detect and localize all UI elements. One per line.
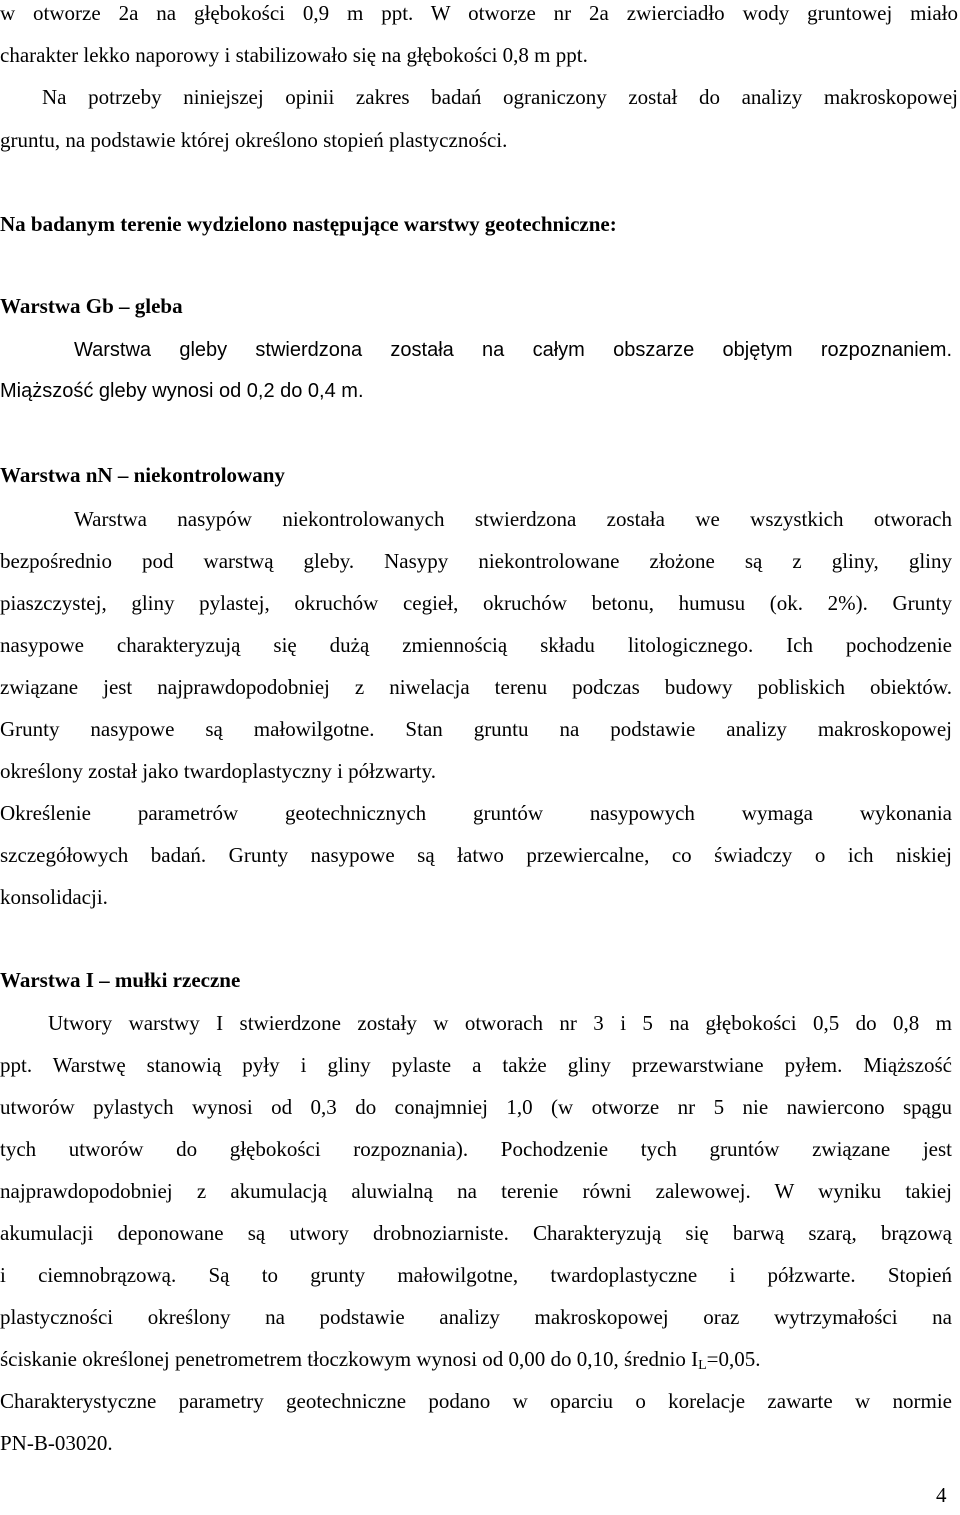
paragraph-line: charakter lekko naporowy i stabilizowało się na głębokości 0,8 m ppt. [0, 43, 588, 67]
paragraph-line: Charakterystyczne parametry geotechniczne podano w oparciu o korelacje zawarte w normie [0, 1389, 952, 1413]
paragraph-line: akumulacji deponowane są utwory drobnoziarniste. Charakteryzują się barwą szarą, brązową [0, 1221, 952, 1245]
paragraph-line: Warstwa nasypów niekontrolowanych stwierdzona została we wszystkich otworach [74, 507, 952, 531]
paragraph-line [0, 1346, 958, 1379]
paragraph-line: utworów pylastych wynosi od 0,3 do conajmniej 1,0 (w otworze nr 5 nie nawiercono spągu [0, 1095, 952, 1119]
paragraph-line: związane jest najprawdopodobniej z niwelacja terenu podczas budowy pobliskich obiektów. [0, 675, 952, 699]
paragraph-line: PN-B-03020. [0, 1431, 113, 1455]
paragraph-line: tych utworów do głębokości rozpoznania). Pochodzenie tych gruntów związane jest [0, 1137, 952, 1161]
paragraph-line: szczegółowych badań. Grunty nasypowe są łatwo przewiercalne, co świadczy o ich niskiej [0, 843, 952, 867]
paragraph-line: Miąższość gleby wynosi od 0,2 do 0,4 m. [0, 380, 364, 402]
subscript-l: L [698, 1358, 707, 1373]
page-number: 4 [936, 1483, 947, 1507]
paragraph-line: Warstwa gleby stwierdzona została na całym obszarze objętym rozpoznaniem. [74, 339, 952, 361]
paragraph-line: najprawdopodobniej z akumulacją aluwialną na terenie równi zalewowej. W wyniku takiej [0, 1179, 952, 1203]
paragraph-line: Utwory warstwy I stwierdzone zostały w otworach nr 3 i 5 na głębokości 0,5 do 0,8 m [48, 1011, 952, 1035]
paragraph-line: Na potrzeby niniejszej opinii zakres badań ograniczony został do analizy makroskopowej [42, 85, 958, 109]
paragraph-line: konsolidacji. [0, 885, 108, 909]
paragraph-line: bezpośrednio pod warstwą gleby. Nasypy niekontrolowane złożone są z gliny, gliny [0, 549, 952, 573]
section-heading: Na badanym terenie wydzielono następujące warstwy geotechniczne: [0, 212, 617, 236]
text-run: =0,05. [706, 1347, 761, 1371]
paragraph-line: i ciemnobrązową. Są to grunty małowilgotne, twardoplastyczne i półzwarte. Stopień [0, 1263, 952, 1287]
paragraph-line: piaszczystej, gliny pylastej, okruchów cegieł, okruchów betonu, humusu (ok. 2%). Grunty [0, 591, 952, 615]
paragraph-line: nasypowe charakteryzują się dużą zmiennością składu litologicznego. Ich pochodzenie [0, 633, 952, 657]
text-run: ściskanie określonej penetrometrem tłoczkowym wynosi od 0,00 do 0,10, średnio I [0, 1347, 699, 1371]
paragraph-line: gruntu, na podstawie której określono stopień plastyczności. [0, 128, 508, 152]
layer-mulki-title: Warstwa I – mułki rzeczne [0, 968, 241, 992]
paragraph-line: w otworze 2a na głębokości 0,9 m ppt. W otworze nr 2a zwierciadło wody gruntowej miało [0, 1, 958, 25]
paragraph-line: Określenie parametrów geotechnicznych gruntów nasypowych wymaga wykonania [0, 801, 952, 825]
layer-gb-title: Warstwa Gb – gleba [0, 294, 183, 318]
layer-nn-title: Warstwa nN – niekontrolowany [0, 463, 285, 487]
paragraph-line: Grunty nasypowe są małowilgotne. Stan gruntu na podstawie analizy makroskopowej [0, 717, 952, 741]
paragraph-line: określony został jako twardoplastyczny i półzwarty. [0, 759, 437, 783]
paragraph-line: plastyczności określony na podstawie analizy makroskopowej oraz wytrzymałości na [0, 1305, 952, 1329]
paragraph-line: ppt. Warstwę stanowią pyły i gliny pylaste a także gliny przewarstwiane pyłem. Miąższość [0, 1053, 952, 1077]
